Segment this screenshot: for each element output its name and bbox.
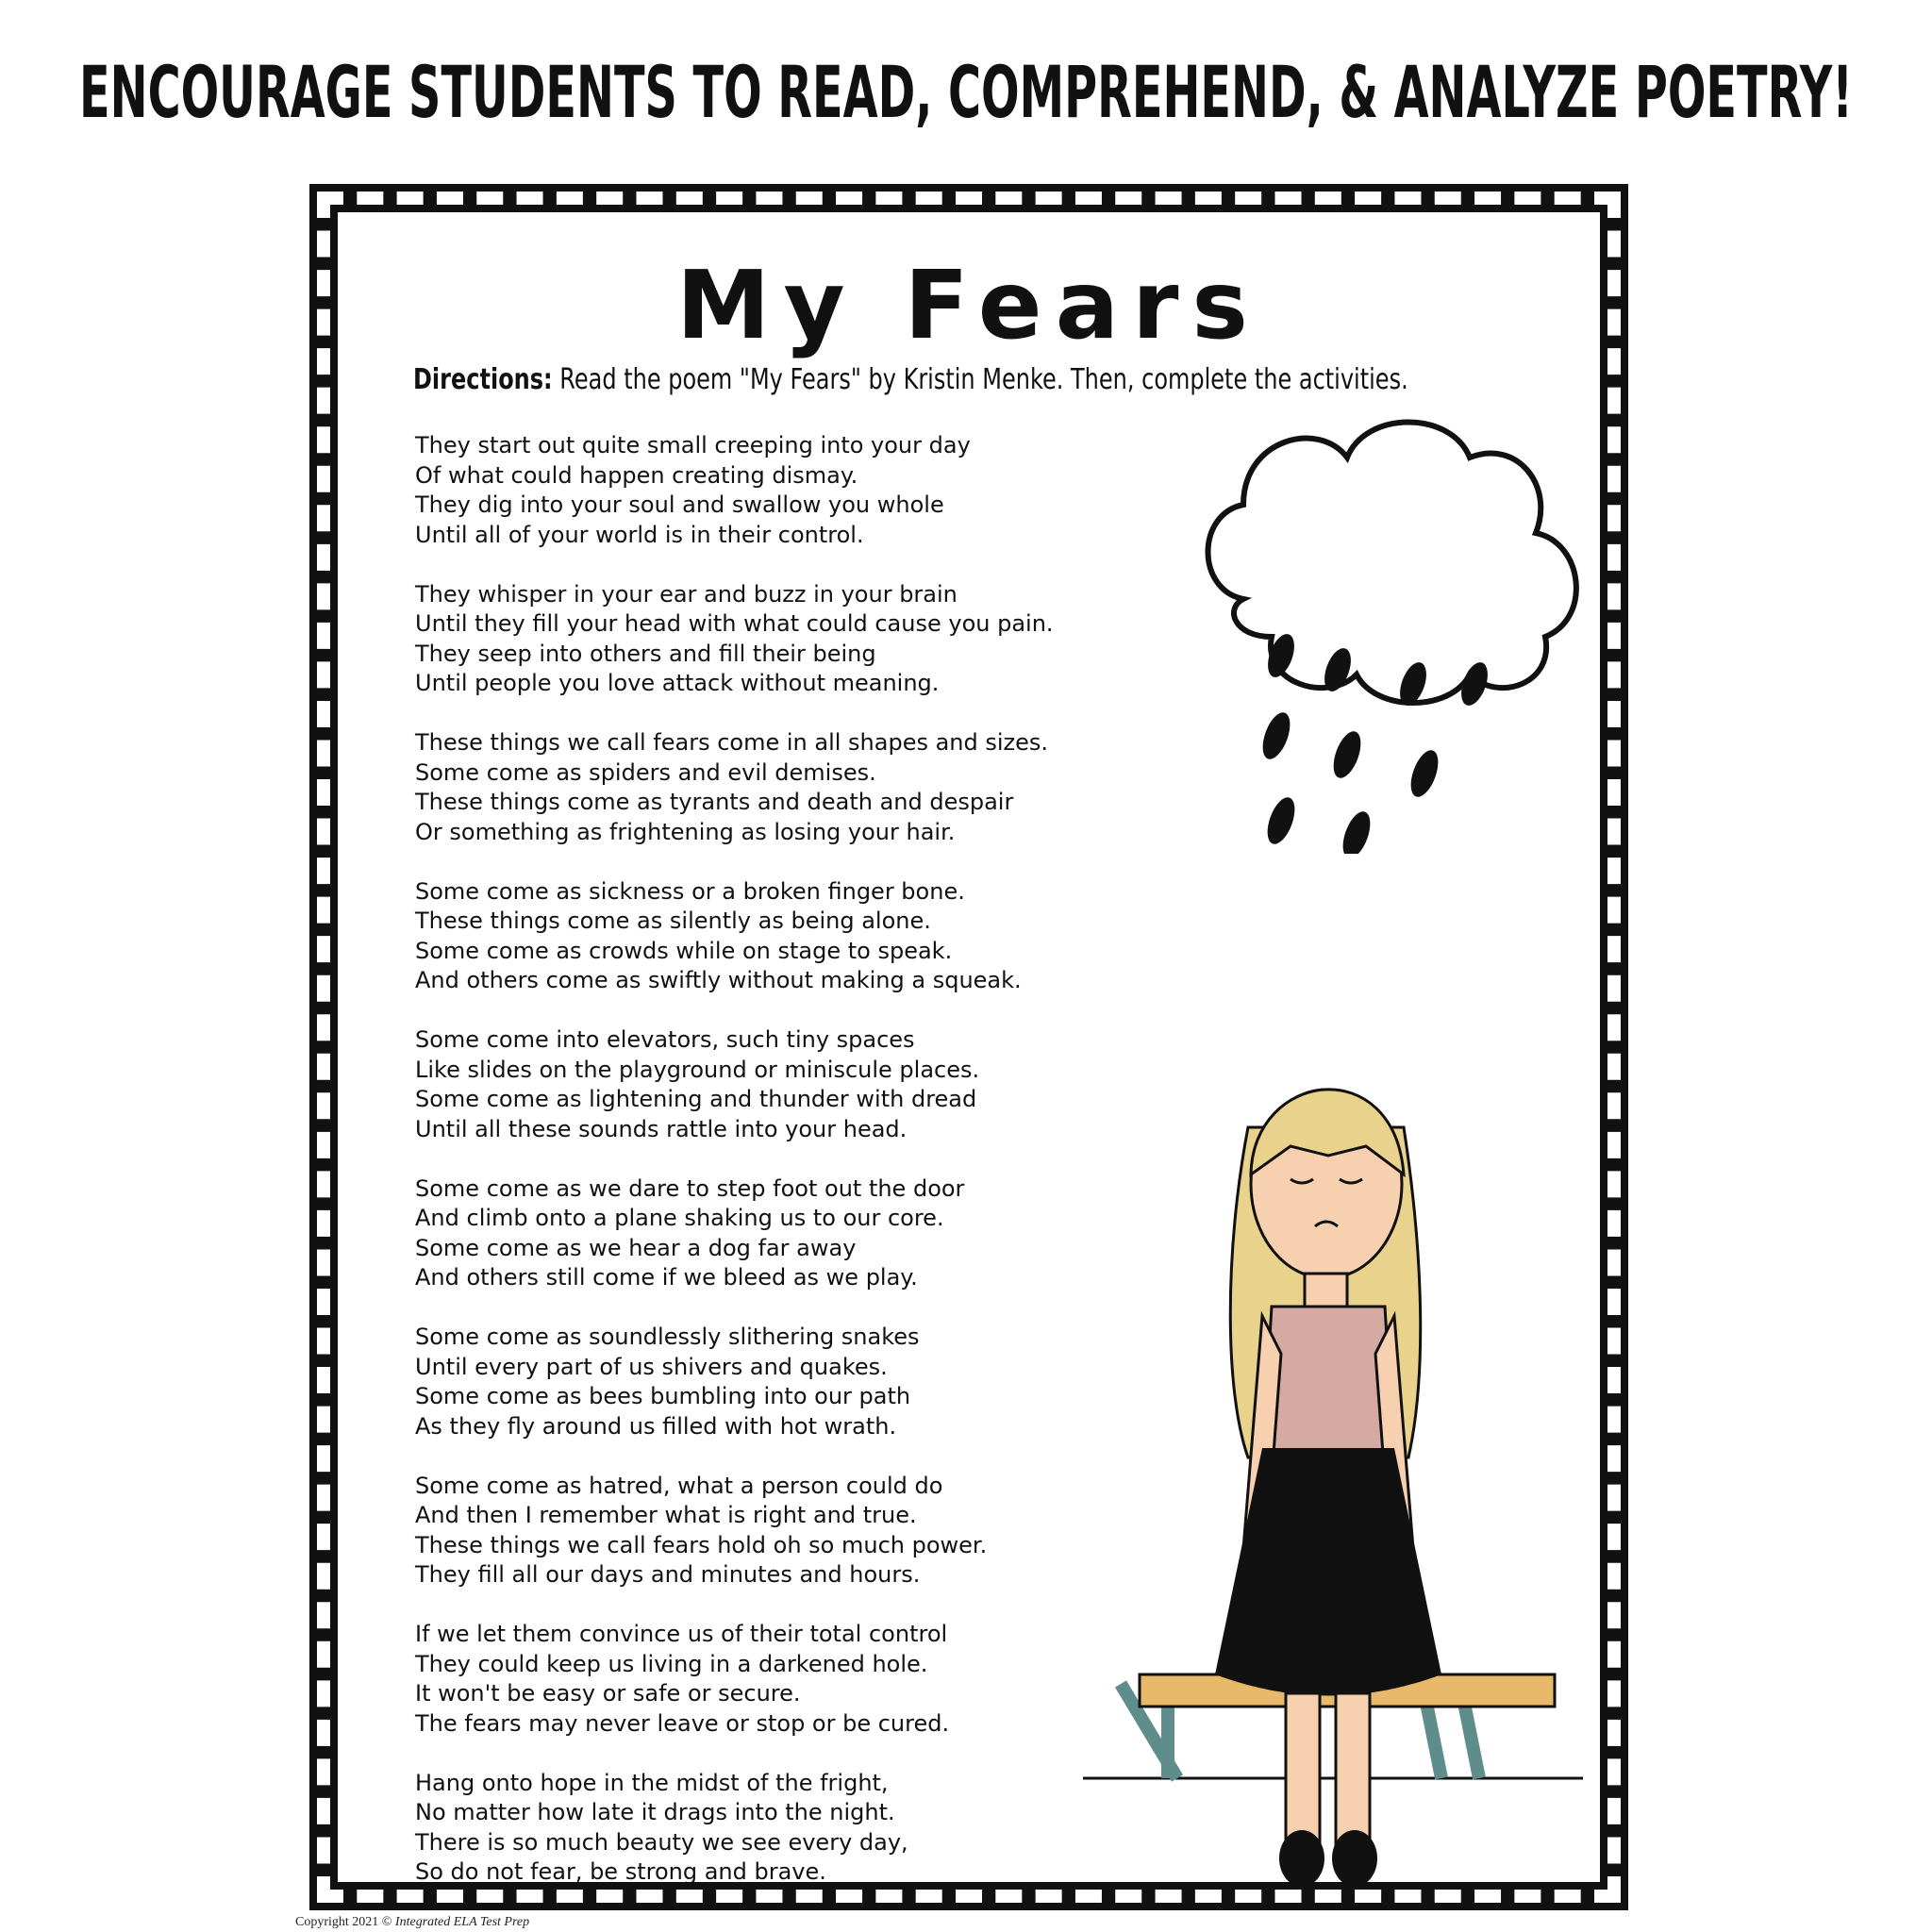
directions-label: Directions: — [413, 363, 553, 396]
poem-stanza — [415, 1472, 1054, 1591]
poem-line: The fears may never leave or stop or be cured. — [415, 1709, 950, 1737]
poem-line: And then I remember what is right and true. — [415, 1502, 917, 1528]
poem-line: Some come as we hear a dog far away — [415, 1234, 857, 1261]
poem-line: Until they fill your head with what could cause you pain. — [415, 610, 1054, 637]
banner-heading: ENCOURAGE STUDENTS TO READ, COMPREHEND, & ANALYZE POETRY! — [79, 50, 1854, 134]
poem-stanza — [415, 580, 1054, 699]
poem-stanza — [415, 1025, 1054, 1144]
poem-line: Until all these sounds rattle into your head. — [415, 1115, 908, 1142]
poem-line: No matter how late it drags into the night. — [415, 1799, 895, 1825]
rain-cloud-icon — [1187, 401, 1602, 854]
poem-line: Some come as hatred, what a person could do — [415, 1472, 943, 1499]
poem-stanza — [415, 728, 1054, 847]
poem-line: Some come as spiders and evil demises. — [415, 758, 876, 786]
poem-line: These things we call fears come in all shapes and sizes. — [415, 729, 1049, 756]
directions-text: Read the poem "My Fears" by Kristin Menke. Then, complete the activities. — [559, 363, 1408, 396]
worksheet-frame — [309, 184, 1628, 1910]
poem-line: Until every part of us shivers and quakes. — [415, 1353, 888, 1380]
poem-stanza — [415, 877, 1054, 996]
poem-line: And others come as swiftly without making a squeak. — [415, 967, 1022, 993]
poem-line: There is so much beauty we see every day, — [415, 1828, 908, 1856]
poem-stanza — [415, 1174, 1054, 1293]
poem-stanza — [415, 1620, 1054, 1739]
poem-line: Like slides on the playground or miniscule places. — [415, 1056, 980, 1083]
poem-line: Until all of your world is in their control. — [415, 521, 864, 548]
poem-line: These things we call fears hold oh so much power. — [415, 1531, 988, 1558]
poem-line: Some come into elevators, such tiny spaces — [415, 1026, 915, 1053]
sad-girl-on-bench-illustration — [1083, 1014, 1592, 1891]
poem-line: Or something as frightening as losing your hair. — [415, 818, 956, 845]
poem-line: These things come as tyrants and death and despair — [415, 789, 1014, 815]
directions — [413, 363, 1408, 396]
banner — [0, 45, 1932, 149]
poem-line: Some come as bees bumbling into our path — [415, 1383, 911, 1409]
poem-line: They dig into your soul and swallow you whole — [415, 491, 944, 518]
poem-line: It won't be easy or safe or secure. — [415, 1680, 801, 1707]
poem-line: Hang onto hope in the midst of the fright, — [415, 1769, 889, 1796]
poem-line: These things come as silently as being alone. — [415, 908, 931, 934]
poem-line: They start out quite small creeping into your day — [415, 432, 971, 458]
poem-line: If we let them convince us of their total control — [415, 1621, 948, 1647]
poem-title: My Fears — [676, 250, 1261, 360]
poem-line: Some come as soundlessly slithering snakes — [415, 1324, 920, 1350]
poem-stanza — [415, 431, 1054, 550]
poem-line: So do not fear, be strong and brave. — [415, 1858, 826, 1885]
poem-stanza — [415, 1769, 1054, 1888]
poem-line: Some come as lightening and thunder with dread — [415, 1086, 977, 1112]
poem-line: Some come as crowds while on stage to speak. — [415, 937, 953, 964]
poem-line: They could keep us living in a darkened hole. — [415, 1650, 928, 1677]
copyright-owner: Integrated ELA Test Prep — [394, 1915, 530, 1929]
poem-line: Of what could happen creating dismay. — [415, 461, 858, 489]
poem-line: Until people you love attack without meaning. — [415, 670, 940, 696]
poem-line: And others still come if we bleed as we play. — [415, 1264, 918, 1291]
poem-line: And climb onto a plane shaking us to our core. — [415, 1205, 944, 1231]
poem-line: Some come as we dare to step foot out the door — [415, 1174, 965, 1202]
poem-line: They whisper in your ear and buzz in your brain — [415, 580, 958, 608]
poem-body — [415, 431, 1054, 1917]
poem-line: Some come as sickness or a broken finger bone. — [415, 877, 965, 905]
poem-line: They fill all our days and minutes and hours. — [415, 1561, 921, 1588]
poem-line: As they fly around us filled with hot wrath. — [415, 1412, 897, 1440]
copyright-prefix: Copyright 2021 © — [295, 1915, 392, 1929]
copyright-notice — [295, 1915, 529, 1930]
poem-line: They seep into others and fill their being — [415, 640, 876, 667]
poem-stanza — [415, 1323, 1054, 1441]
